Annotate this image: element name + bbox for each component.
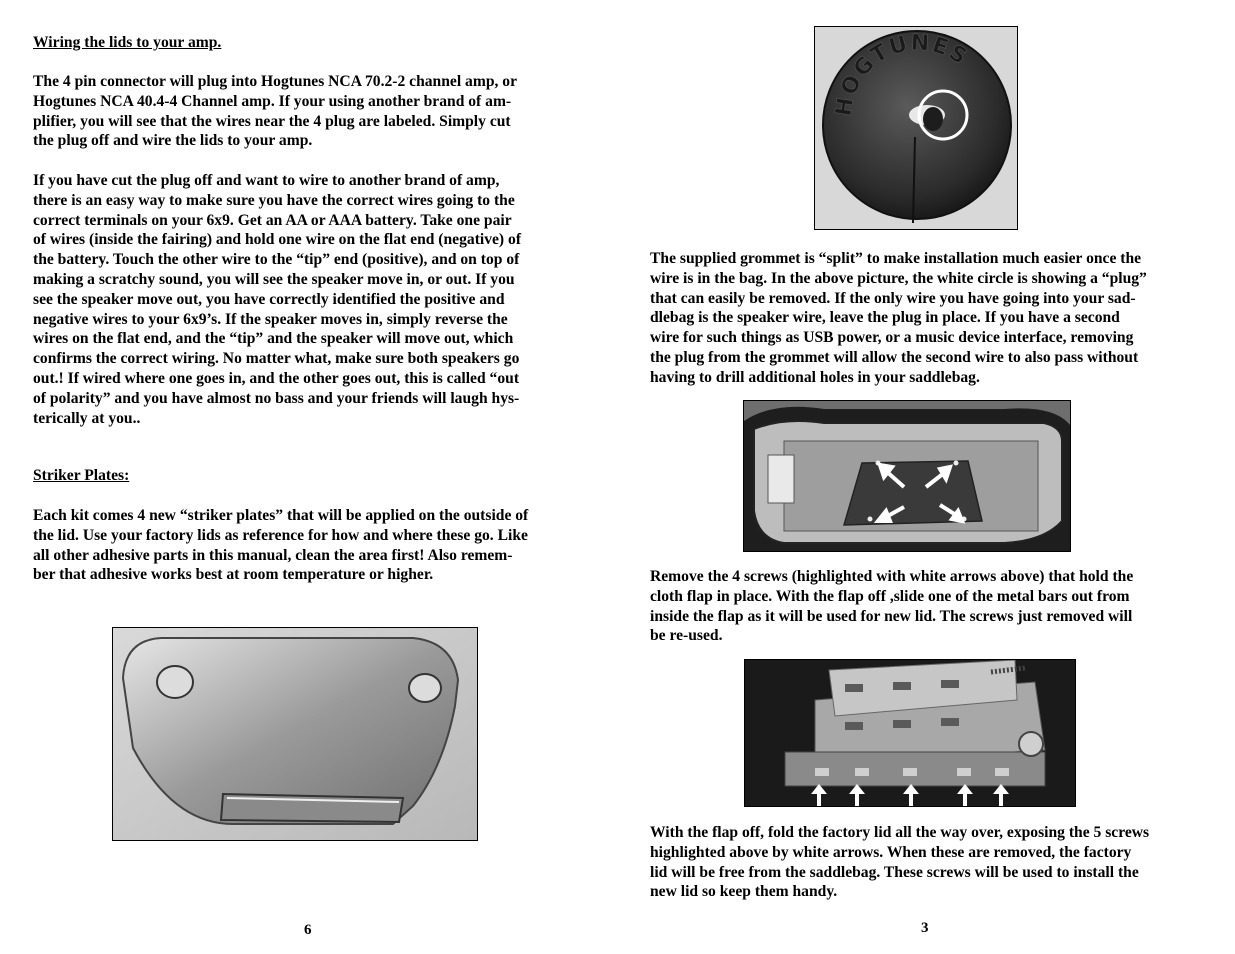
text-line: Remove the 4 screws (highlighted with white arrows above) that hold the [650, 568, 1134, 585]
text-line: wire is in the bag. In the above picture, the white circle is showing a “plug” [650, 269, 1147, 287]
paragraph-wiring-1 [33, 72, 593, 151]
text-line: cloth flap in place. With the flap off ,slide one of the metal bars out from [650, 587, 1130, 605]
text-line: lid will be free from the saddlebag. These screws will be used to install the [650, 863, 1139, 881]
text-line: see the speaker move out, you have correctly identified the positive and [33, 290, 505, 308]
page-number-left: 6 [304, 922, 312, 938]
text-line: Each kit comes 4 new “striker plates” that will be applied on the outside of [33, 507, 529, 524]
text-line: the plug from the grommet will allow the second wire to also pass without [650, 348, 1139, 366]
paragraph-grommet [650, 249, 1220, 388]
grommet-logo-text: HOGTUNES [831, 30, 973, 118]
text-line: Hogtunes NCA 40.4-4 Channel amp. If your using another brand of am- [33, 92, 512, 110]
grommet-photo [814, 26, 1018, 230]
text-line: of wires (inside the fairing) and hold one wire on the flat end (negative) of [33, 231, 522, 249]
heading-striker-plates: Striker Plates: [33, 467, 130, 484]
text-line: wires on the flat end, and the “tip” and the speaker will move out, which [33, 330, 514, 348]
text-line: there is an easy way to make sure you have the correct wires going to the [33, 191, 515, 209]
text-line: out.! If wired where one goes in, and the other goes out, this is called “out [33, 369, 520, 387]
text-line: the plug off and wire the lids to your amp. [33, 132, 313, 150]
text-line: With the flap off, fold the factory lid all the way over, exposing the 5 screws [650, 824, 1150, 841]
text-line: plifier, you will see that the wires near the 4 plug are labeled. Simply cut [33, 112, 511, 130]
text-line: that can easily be removed. If the only wire you have going into your sad- [650, 289, 1136, 307]
paragraph-striker-plates [33, 506, 593, 585]
paragraph-remove-flap [650, 567, 1220, 646]
heading-wiring: Wiring the lids to your amp. [33, 34, 222, 51]
text-line: If you have cut the plug off and want to wire to another brand of amp, [33, 172, 500, 189]
text-line: negative wires to your 6x9’s. If the speaker moves in, simply reverse the [33, 310, 508, 328]
text-line: having to drill additional holes in your saddlebag. [650, 368, 980, 386]
text-line: wire for such things as USB power, or a music device interface, removing [650, 329, 1134, 347]
text-line: correct terminals on your 6x9. Get an AA or AAA battery. Take one pair [33, 211, 512, 229]
text-line: dlebag is the speaker wire, leave the plug in place. If you have a second [650, 309, 1120, 327]
saddlebag-flap-photo [743, 400, 1071, 552]
text-line: of polarity” and you have almost no bass and your friends will laugh hys- [33, 389, 520, 407]
paragraph-wiring-2 [33, 171, 593, 428]
text-line: The supplied grommet is “split” to make installation much easier once the [650, 250, 1142, 267]
text-line: all other adhesive parts in this manual, clean the area first! Also remem- [33, 546, 513, 564]
text-line: ber that adhesive works best at room temperature or higher. [33, 566, 434, 584]
text-line: new lid so keep them handy. [650, 883, 838, 901]
text-line: The 4 pin connector will plug into Hogtunes NCA 70.2-2 channel amp, or [33, 73, 518, 90]
text-line: the lid. Use your factory lids as reference for how and where these go. Like [33, 526, 528, 544]
page-number-right: 3 [921, 920, 929, 936]
text-line: highlighted above by white arrows. When these are removed, the factory [650, 843, 1132, 861]
factory-lid-hinge-photo [744, 659, 1076, 807]
text-line: be re-used. [650, 627, 723, 645]
striker-plate-photo [112, 627, 478, 841]
text-line: inside the flap as it will be used for new lid. The screws just removed will [650, 607, 1133, 625]
paragraph-factory-lid [650, 823, 1220, 902]
text-line: confirms the correct wiring. No matter what, make sure both speakers go [33, 350, 520, 368]
text-line: the battery. Touch the other wire to the “tip” end (positive), and on top of [33, 251, 520, 269]
text-line: making a scratchy sound, you will see the speaker move in, or out. If you [33, 270, 515, 288]
text-line: terically at you.. [33, 409, 141, 427]
